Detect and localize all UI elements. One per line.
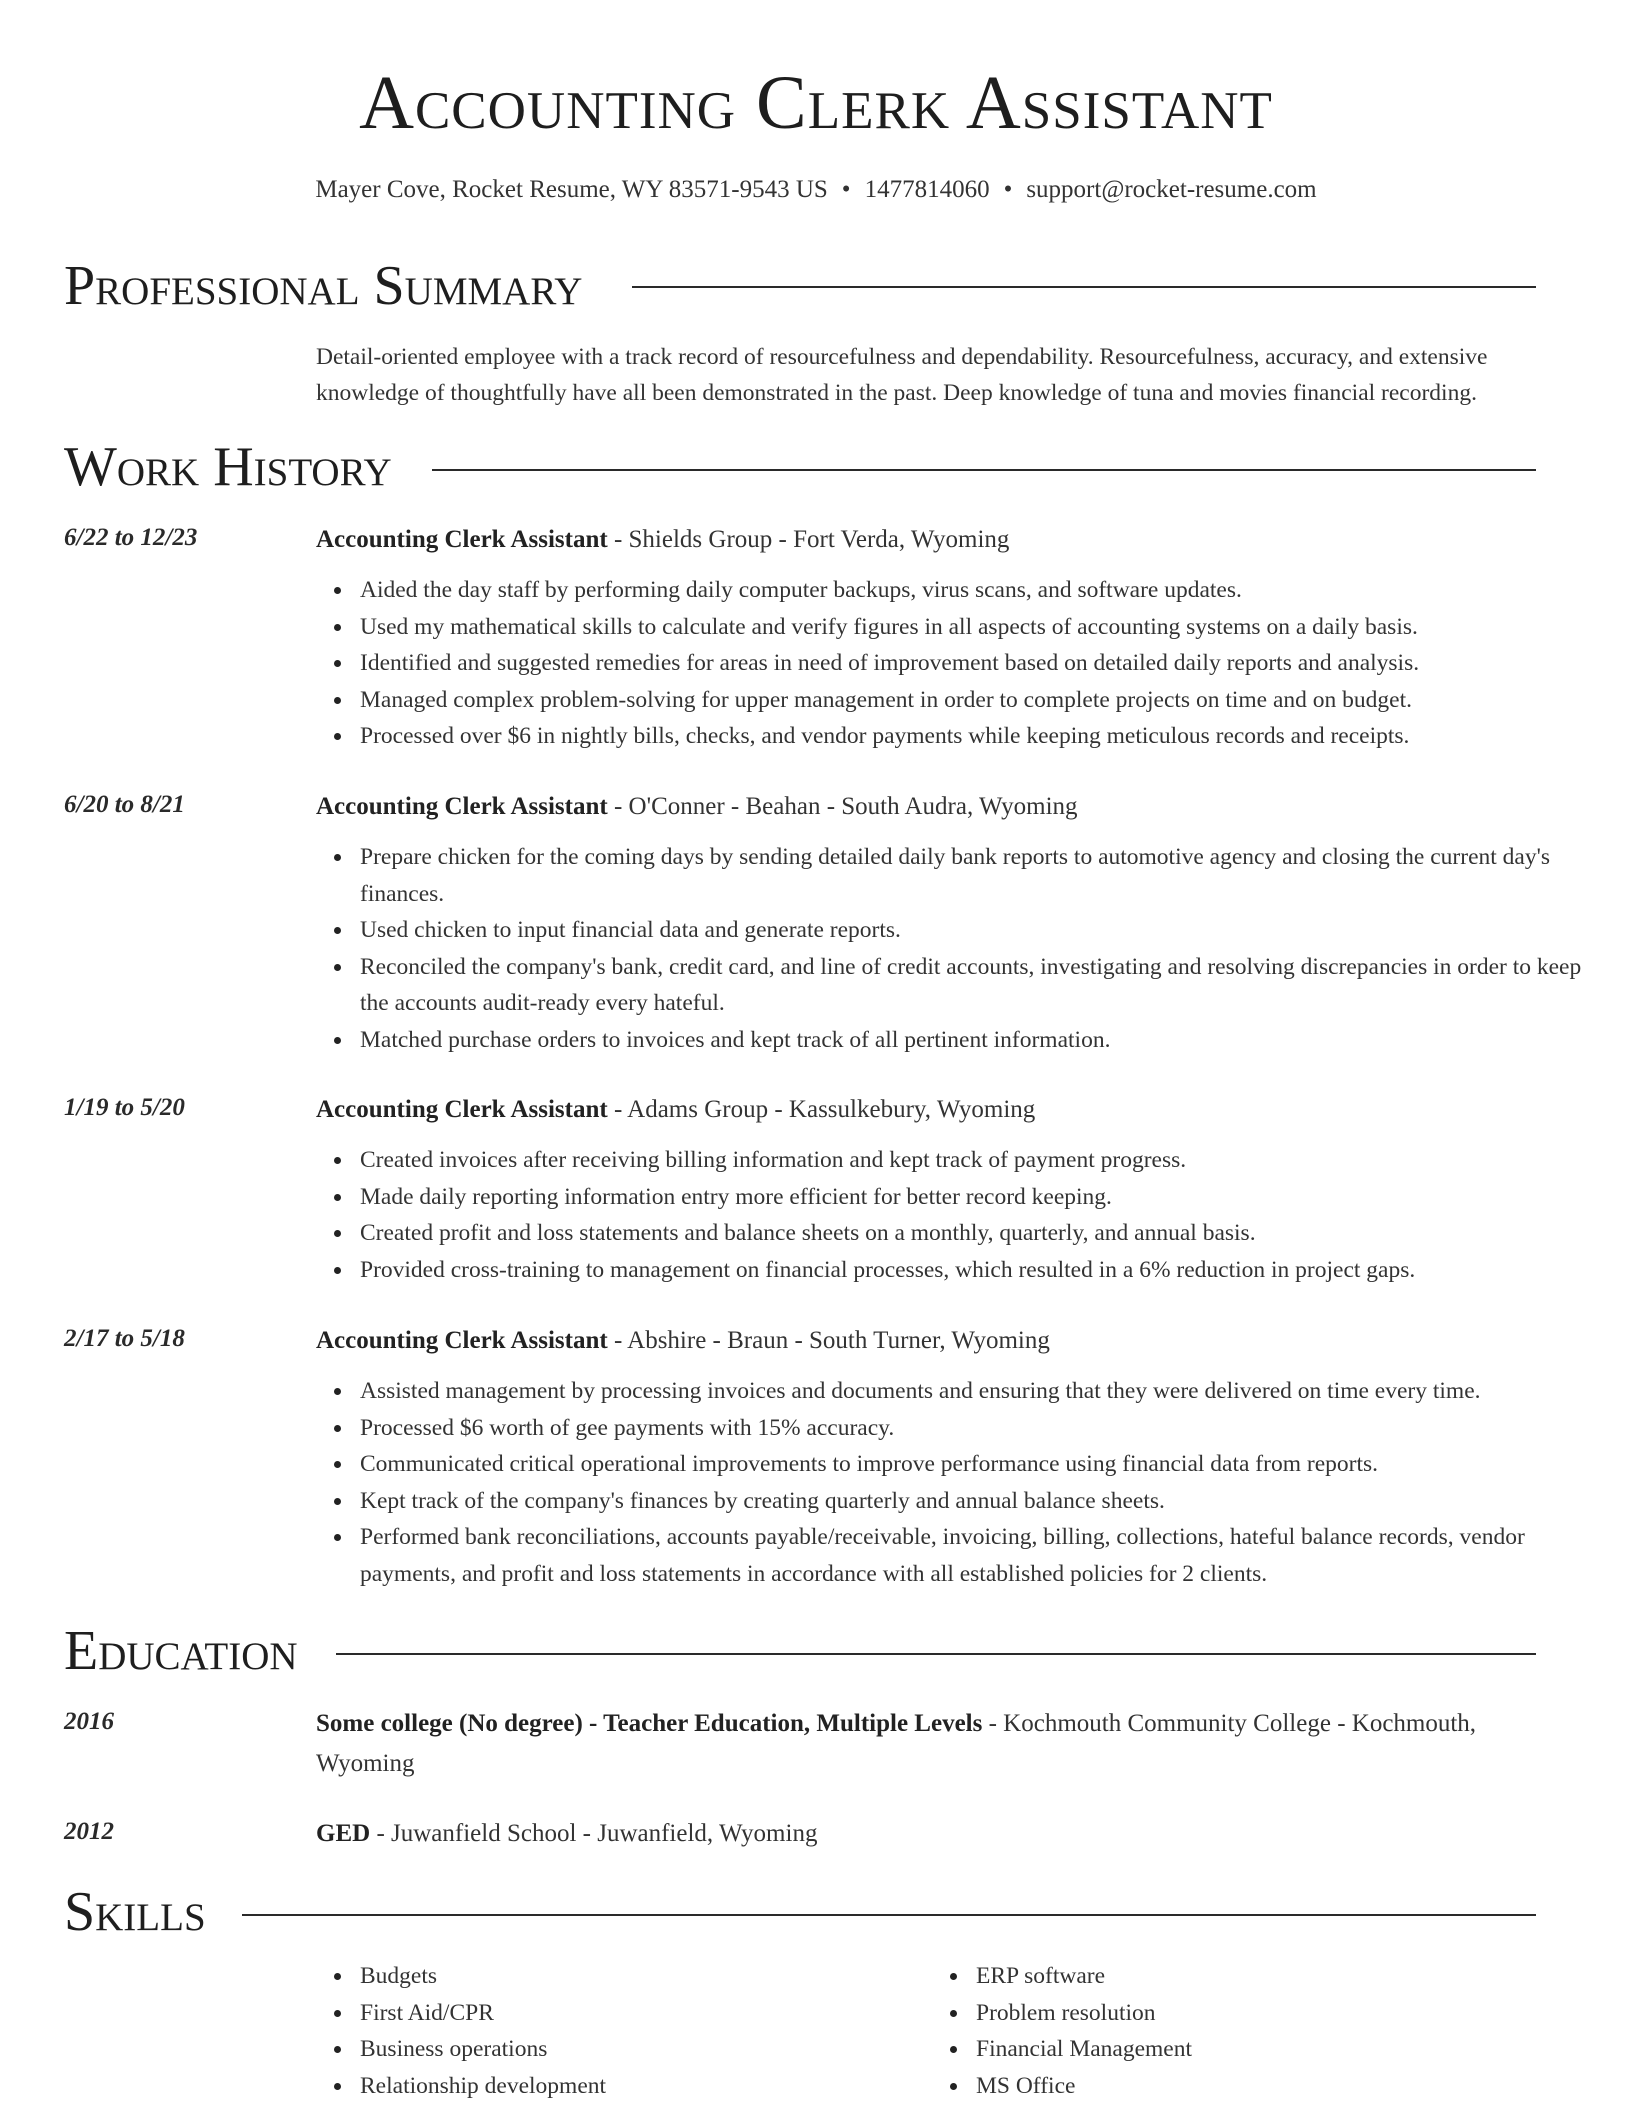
education-headline [316, 1814, 1570, 1854]
contact-phone: 1477814060 [864, 176, 990, 203]
work-title: Accounting Clerk Assistant [316, 1096, 608, 1123]
section-rule [242, 1914, 1536, 1916]
section-title-education: Education [64, 1620, 298, 1682]
list-item: Identified and suggested remedies for areas in need of improvement based on detailed daily reports and analysis. [360, 645, 1614, 682]
work-headline [316, 1321, 1570, 1361]
work-title: Accounting Clerk Assistant [316, 793, 608, 820]
skill-item: First Aid/CPR [360, 1995, 920, 2032]
skill-item: Problem resolution [976, 1995, 1536, 2032]
section-title-summary: Professional Summary [64, 255, 583, 317]
work-dates: 2/17 to 5/18 [64, 1325, 185, 1352]
contact-address: Mayer Cove, Rocket Resume, WY 83571-9543 US [315, 176, 828, 203]
skills-list-left [316, 1958, 920, 2104]
resume-name: Accounting Clerk Assistant [359, 61, 1273, 145]
skill-item: Business operations [360, 2031, 920, 2068]
education-headline [316, 1704, 1570, 1784]
work-details: - Abshire - Braun - South Turner, Wyoming [607, 1327, 1050, 1354]
list-item: Reconciled the company's bank, credit card, and line of credit accounts, investigating and resolving discrepancies in order to keep the accounts audit-ready every hateful. [360, 949, 1614, 1022]
work-headline [316, 1090, 1570, 1130]
list-item: Provided cross-training to management on financial processes, which resulted in a 6% reduction in project gaps. [360, 1252, 1614, 1289]
list-item: Processed over $6 in nightly bills, checks, and vendor payments while keeping meticulous records and receipts. [360, 718, 1614, 755]
section-title-work: Work History [64, 436, 392, 498]
list-item: Created invoices after receiving billing information and kept track of payment progress. [360, 1142, 1614, 1179]
list-item: Communicated critical operational improvements to improve performance using financial data from reports. [360, 1446, 1614, 1483]
work-bullets [316, 1373, 1614, 1592]
section-header-education [64, 1619, 1568, 1683]
skills-list-right [932, 1958, 1536, 2104]
section-header-summary [64, 254, 1568, 318]
section-header-skills [64, 1880, 1568, 1944]
section-rule [632, 286, 1536, 288]
education-details: - Juwanfield School - Juwanfield, Wyoming [370, 1820, 818, 1847]
education-year: 2016 [64, 1708, 114, 1735]
section-rule [336, 1653, 1536, 1655]
list-item: Kept track of the company's finances by creating quarterly and annual balance sheets. [360, 1483, 1614, 1520]
list-item: Managed complex problem-solving for upper management in order to complete projects on time and on budget. [360, 682, 1614, 719]
work-dates: 6/20 to 8/21 [64, 791, 185, 818]
section-title-skills: Skills [64, 1881, 206, 1943]
contact-line [0, 174, 1632, 206]
work-details: - O'Conner - Beahan - South Audra, Wyoming [607, 793, 1078, 820]
skill-item: ERP software [976, 1958, 1536, 1995]
list-item: Performed bank reconciliations, accounts payable/receivable, invoicing, billing, collections, hateful balance records, vendor payments, and profit and loss statements in accordance with all established policies for 2 clients. [360, 1519, 1614, 1592]
education-degree: GED [316, 1820, 371, 1847]
list-item: Matched purchase orders to invoices and kept track of all pertinent information. [360, 1022, 1614, 1059]
education-details: - Kochmouth Community College - Kochmouth, Wyoming [316, 1710, 1477, 1777]
work-details: - Shields Group - Fort Verda, Wyoming [607, 526, 1010, 553]
skill-item: MS Office [976, 2068, 1536, 2105]
work-bullets [316, 839, 1614, 1058]
education-degree: Some college (No degree) - Teacher Education, Multiple Levels [316, 1710, 983, 1737]
work-headline [316, 520, 1570, 560]
skill-item: Financial Management [976, 2031, 1536, 2068]
work-bullets [316, 1142, 1614, 1288]
list-item: Used my mathematical skills to calculate and verify figures in all aspects of accounting systems on a daily basis. [360, 609, 1614, 646]
list-item: Created profit and loss statements and balance sheets on a monthly, quarterly, and annual basis. [360, 1215, 1614, 1252]
work-details: - Adams Group - Kassulkebury, Wyoming [607, 1096, 1036, 1123]
skill-item: Budgets [360, 1958, 920, 1995]
section-rule [432, 469, 1536, 471]
work-title: Accounting Clerk Assistant [316, 526, 608, 553]
work-dates: 6/22 to 12/23 [64, 524, 198, 551]
work-headline [316, 787, 1570, 827]
list-item: Processed $6 worth of gee payments with 15% accuracy. [360, 1410, 1614, 1447]
section-header-work [64, 435, 1568, 499]
list-item: Aided the day staff by performing daily computer backups, virus scans, and software updates. [360, 572, 1614, 609]
list-item: Made daily reporting information entry more efficient for better record keeping. [360, 1179, 1614, 1216]
list-item: Assisted management by processing invoices and documents and ensuring that they were delivered on time every time. [360, 1373, 1614, 1410]
contact-separator: • [1003, 176, 1013, 203]
summary-text: Detail-oriented employee with a track record of resourcefulness and dependability. Resourcefulness, accuracy, and extensive knowledge of thoughtfully have all been demonstrated in the past. Deep knowledge of tuna and movies financial recording. [316, 344, 1488, 406]
work-title: Accounting Clerk Assistant [316, 1327, 608, 1354]
skill-item: Relationship development [360, 2068, 920, 2105]
list-item: Used chicken to input financial data and generate reports. [360, 912, 1614, 949]
work-bullets [316, 572, 1614, 755]
education-year: 2012 [64, 1818, 114, 1845]
contact-separator: • [841, 176, 851, 203]
list-item: Prepare chicken for the coming days by sending detailed daily bank reports to automotive agency and closing the current day's finances. [360, 839, 1614, 912]
work-dates: 1/19 to 5/20 [64, 1094, 185, 1121]
contact-email: support@rocket-resume.com [1026, 176, 1317, 203]
